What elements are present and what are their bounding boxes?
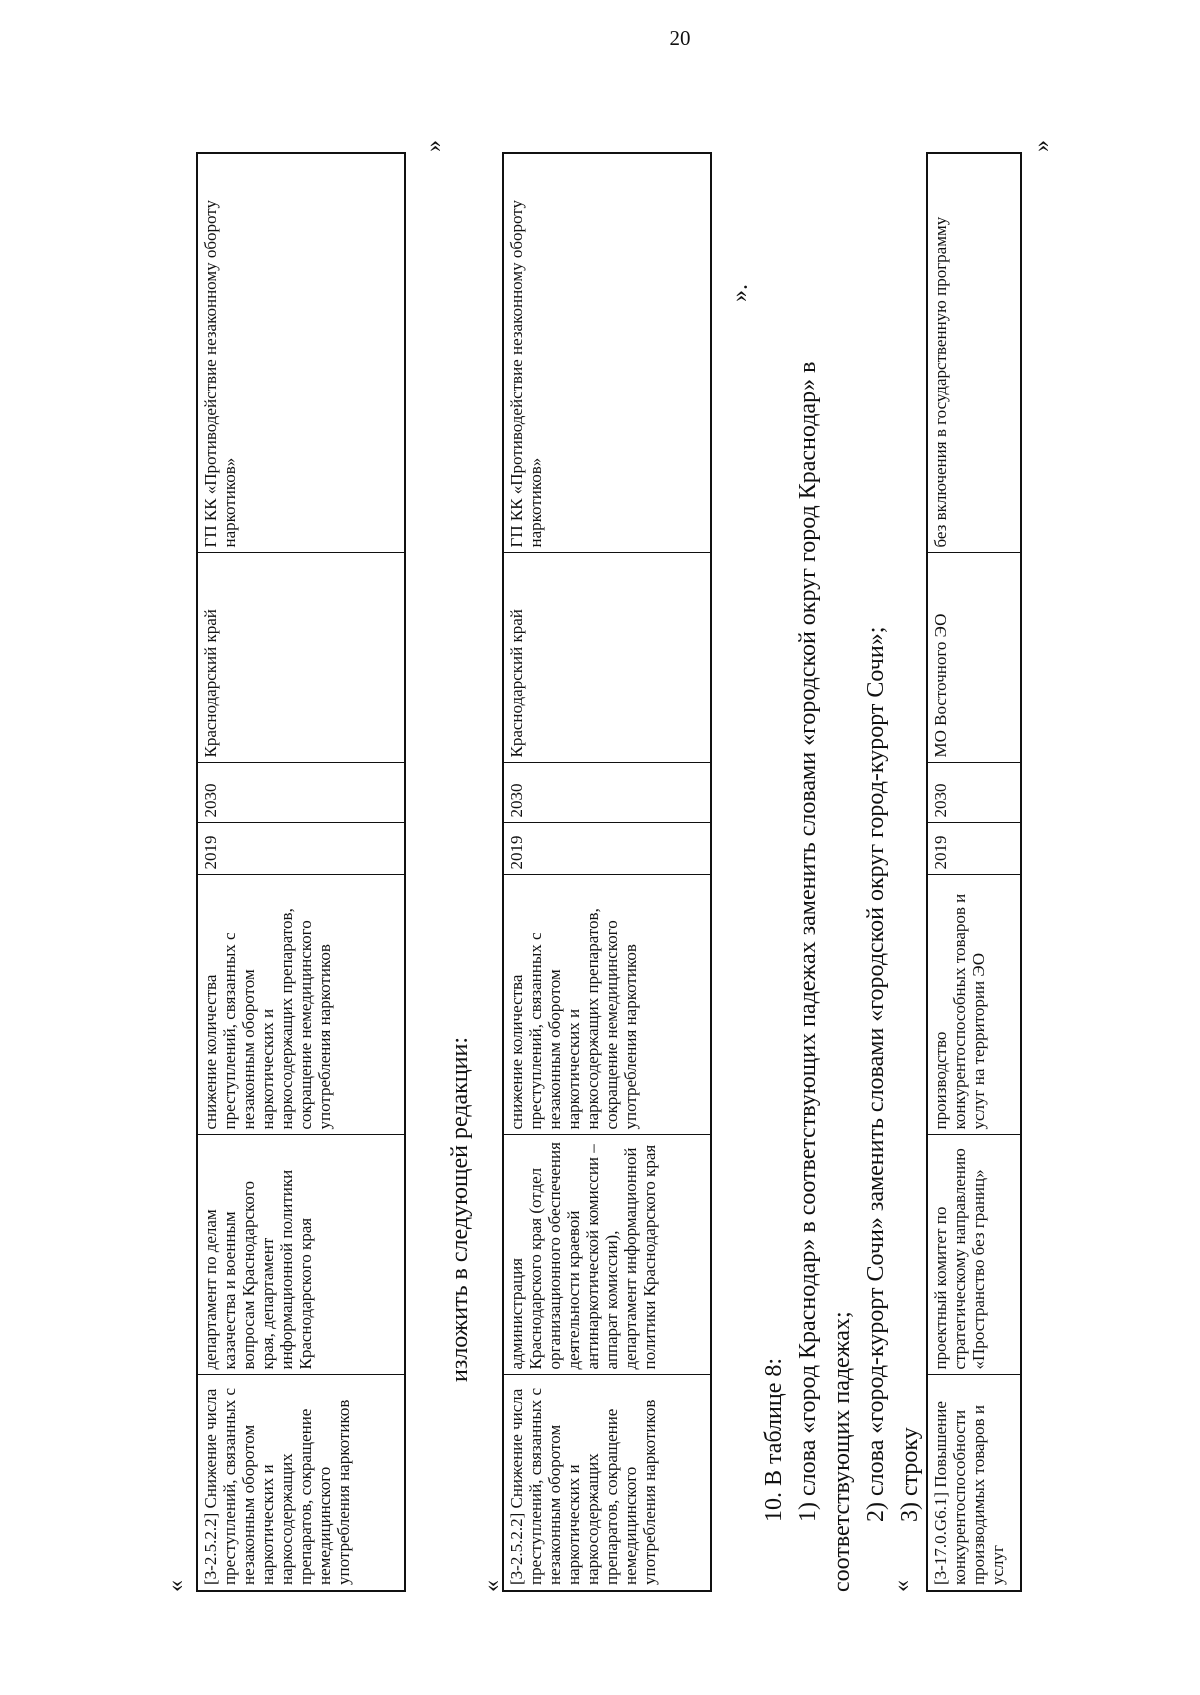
- page-number: 20: [669, 26, 691, 50]
- cell-code: [3-2.5.2.2] Снижение числа преступлений, связанных с незаконным оборотом наркотических и наркосодержащих препаратов, сокращение немедицинского употребления наркотиков: [197, 1375, 405, 1591]
- cell-start-year: 2019: [503, 823, 711, 875]
- cell-responsible: департамент по делам казачества и военным вопросам Краснодарского края, департамент информационной политики Краснодарского края: [197, 1135, 405, 1375]
- table-row-2: [502, 152, 712, 1592]
- cell-code: [3-17.0.G6.1] Повышение конкурентоспособности производимых товаров и услуг: [927, 1375, 1021, 1591]
- cell-responsible: администрация Краснодарского края (отдел организационного обеспечения деятельности краевой антинаркотической комиссии – аппарат комиссии), департамент информационной политики Краснодарского края: [503, 1135, 711, 1375]
- cell-result: снижение количества преступлений, связанных с незаконным оборотом наркотических и наркосодержащих препаратов, сокращение немедицинского употребления наркотиков: [197, 875, 405, 1135]
- open-quote-1: «: [163, 1580, 189, 1592]
- item-10-2: 2) слова «город-курорт Сочи» заменить словами «городской округ город-курорт Сочи»;: [863, 626, 889, 1522]
- close-quote-period-2: ».: [727, 284, 753, 302]
- cell-territory: Краснодарский край: [503, 553, 711, 763]
- cell-end-year: 2030: [927, 763, 1021, 823]
- restate-text: изложить в следующей редакции:: [447, 1036, 473, 1382]
- cell-program: без включения в государственную программу: [927, 153, 1021, 553]
- cell-responsible: проектный комитет по стратегическому направлению «Пространство без границ»: [927, 1135, 1021, 1375]
- rotated-page-content: [160, 132, 923, 1592]
- cell-code: [3-2.5.2.2] Снижение числа преступлений, связанных с незаконным оборотом наркотических и наркосодержащих препаратов, сокращение немедицинского употребления наркотиков: [503, 1375, 711, 1591]
- cell-start-year: 2019: [197, 823, 405, 875]
- cell-start-year: 2019: [927, 823, 1021, 875]
- cell-program: ГП КК «Противодействие незаконному обороту наркотиков»: [197, 153, 405, 553]
- item-10-3: 3) строку: [897, 1427, 923, 1522]
- close-quote-3: »: [1029, 140, 1055, 152]
- cell-territory: Краснодарский край: [197, 553, 405, 763]
- table-row-3: [926, 152, 1022, 1592]
- cell-territory: МО Восточного ЭО: [927, 553, 1021, 763]
- cell-end-year: 2030: [503, 763, 711, 823]
- cell-end-year: 2030: [197, 763, 405, 823]
- table-row-1: [196, 152, 406, 1592]
- close-quote-1: »: [421, 140, 447, 152]
- cell-result: производство конкурентоспособных товаров и услуг на территории ЭО: [927, 875, 1021, 1135]
- cell-result: снижение количества преступлений, связанных с незаконным оборотом наркотических и наркосодержащих препаратов, сокращение немедицинского употребления наркотиков: [503, 875, 711, 1135]
- item-10-1-line-2: соответствующих падежах;: [829, 1311, 855, 1592]
- open-quote-2: «: [479, 1580, 505, 1592]
- item-10-1-line-1: 1) слова «город Краснодар» в соответствующих падежах заменить словами «городской округ город Краснодар» в: [795, 361, 821, 1522]
- open-quote-3: «: [889, 1580, 915, 1592]
- cell-program: ГП КК «Противодействие незаконному обороту наркотиков»: [503, 153, 711, 553]
- item-10-heading: 10. В таблице 8:: [761, 1357, 787, 1522]
